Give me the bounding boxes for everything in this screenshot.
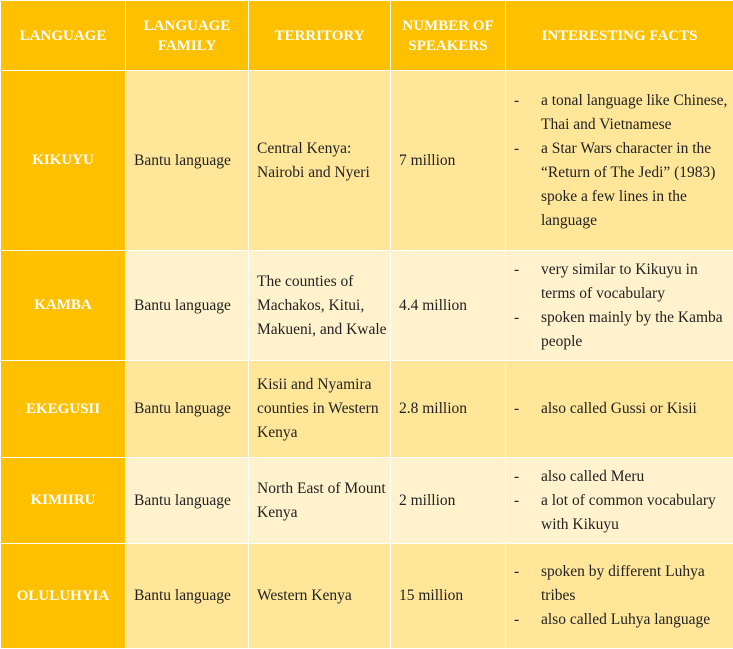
facts-list <box>514 560 733 632</box>
bullet-dash: - <box>514 258 519 282</box>
speakers-cell: 2 million <box>391 458 506 544</box>
list-item <box>514 258 733 306</box>
header-facts: INTERESTING FACTS <box>506 1 733 71</box>
list-item <box>514 137 733 233</box>
speakers-cell: 4.4 million <box>391 251 506 361</box>
fact-text: a lot of common vocabulary with Kikuyu <box>541 492 716 533</box>
bullet-dash: - <box>514 89 519 113</box>
header-row <box>1 1 733 71</box>
bullet-dash: - <box>514 489 519 513</box>
territory-cell: Central Kenya: Nairobi and Nyeri <box>249 71 391 251</box>
list-item <box>514 397 733 421</box>
speakers-cell: 2.8 million <box>391 361 506 458</box>
table-row <box>1 361 733 458</box>
fact-text: very similar to Kikuyu in terms of vocabulary <box>541 261 698 302</box>
territory-cell: The counties of Machakos, Kitui, Makueni, and Kwale <box>249 251 391 361</box>
fact-text: also called Meru <box>541 468 644 485</box>
language-cell: OLULUHYIA <box>1 544 126 649</box>
list-item <box>514 465 733 489</box>
territory-cell: Kisii and Nyamira counties in Western Kenya <box>249 361 391 458</box>
family-cell: Bantu language <box>126 361 249 458</box>
family-cell: Bantu language <box>126 544 249 649</box>
header-language: LANGUAGE <box>1 1 126 71</box>
speakers-cell: 7 million <box>391 71 506 251</box>
list-item <box>514 608 733 632</box>
bullet-dash: - <box>514 137 519 161</box>
facts-cell <box>506 544 733 649</box>
fact-text: a Star Wars character in the “Return of The Jedi” (1983) spoke a few lines in the language <box>541 140 715 229</box>
list-item <box>514 89 733 137</box>
facts-cell <box>506 458 733 544</box>
list-item <box>514 489 733 537</box>
language-cell: KIKUYU <box>1 71 126 251</box>
language-cell: KAMBA <box>1 251 126 361</box>
facts-list <box>514 465 733 537</box>
facts-cell <box>506 251 733 361</box>
facts-cell <box>506 361 733 458</box>
fact-text: spoken mainly by the Kamba people <box>541 309 723 350</box>
fact-text: a tonal language like Chinese, Thai and Vietnamese <box>541 92 727 133</box>
bullet-dash: - <box>514 465 519 489</box>
header-territory: TERRITORY <box>249 1 391 71</box>
header-family: LANGUAGE FAMILY <box>126 1 249 71</box>
family-cell: Bantu language <box>126 251 249 361</box>
list-item <box>514 306 733 354</box>
table-row <box>1 251 733 361</box>
facts-list <box>514 397 733 421</box>
bullet-dash: - <box>514 560 519 584</box>
territory-cell: North East of Mount Kenya <box>249 458 391 544</box>
speakers-cell: 15 million <box>391 544 506 649</box>
table-body <box>1 71 733 649</box>
territory-cell: Western Kenya <box>249 544 391 649</box>
language-cell: EKEGUSII <box>1 361 126 458</box>
header-speakers: NUMBER OF SPEAKERS <box>391 1 506 71</box>
language-cell: KIMIIRU <box>1 458 126 544</box>
family-cell: Bantu language <box>126 71 249 251</box>
list-item <box>514 560 733 608</box>
table-row <box>1 71 733 251</box>
fact-text: also called Gussi or Kisii <box>541 400 697 417</box>
bullet-dash: - <box>514 608 519 632</box>
facts-list <box>514 258 733 354</box>
table-row <box>1 544 733 649</box>
bullet-dash: - <box>514 397 519 421</box>
facts-cell <box>506 71 733 251</box>
facts-list <box>514 89 733 233</box>
fact-text: spoken by different Luhya tribes <box>541 563 705 604</box>
family-cell: Bantu language <box>126 458 249 544</box>
fact-text: also called Luhya language <box>541 611 710 628</box>
bullet-dash: - <box>514 306 519 330</box>
table-row <box>1 458 733 544</box>
